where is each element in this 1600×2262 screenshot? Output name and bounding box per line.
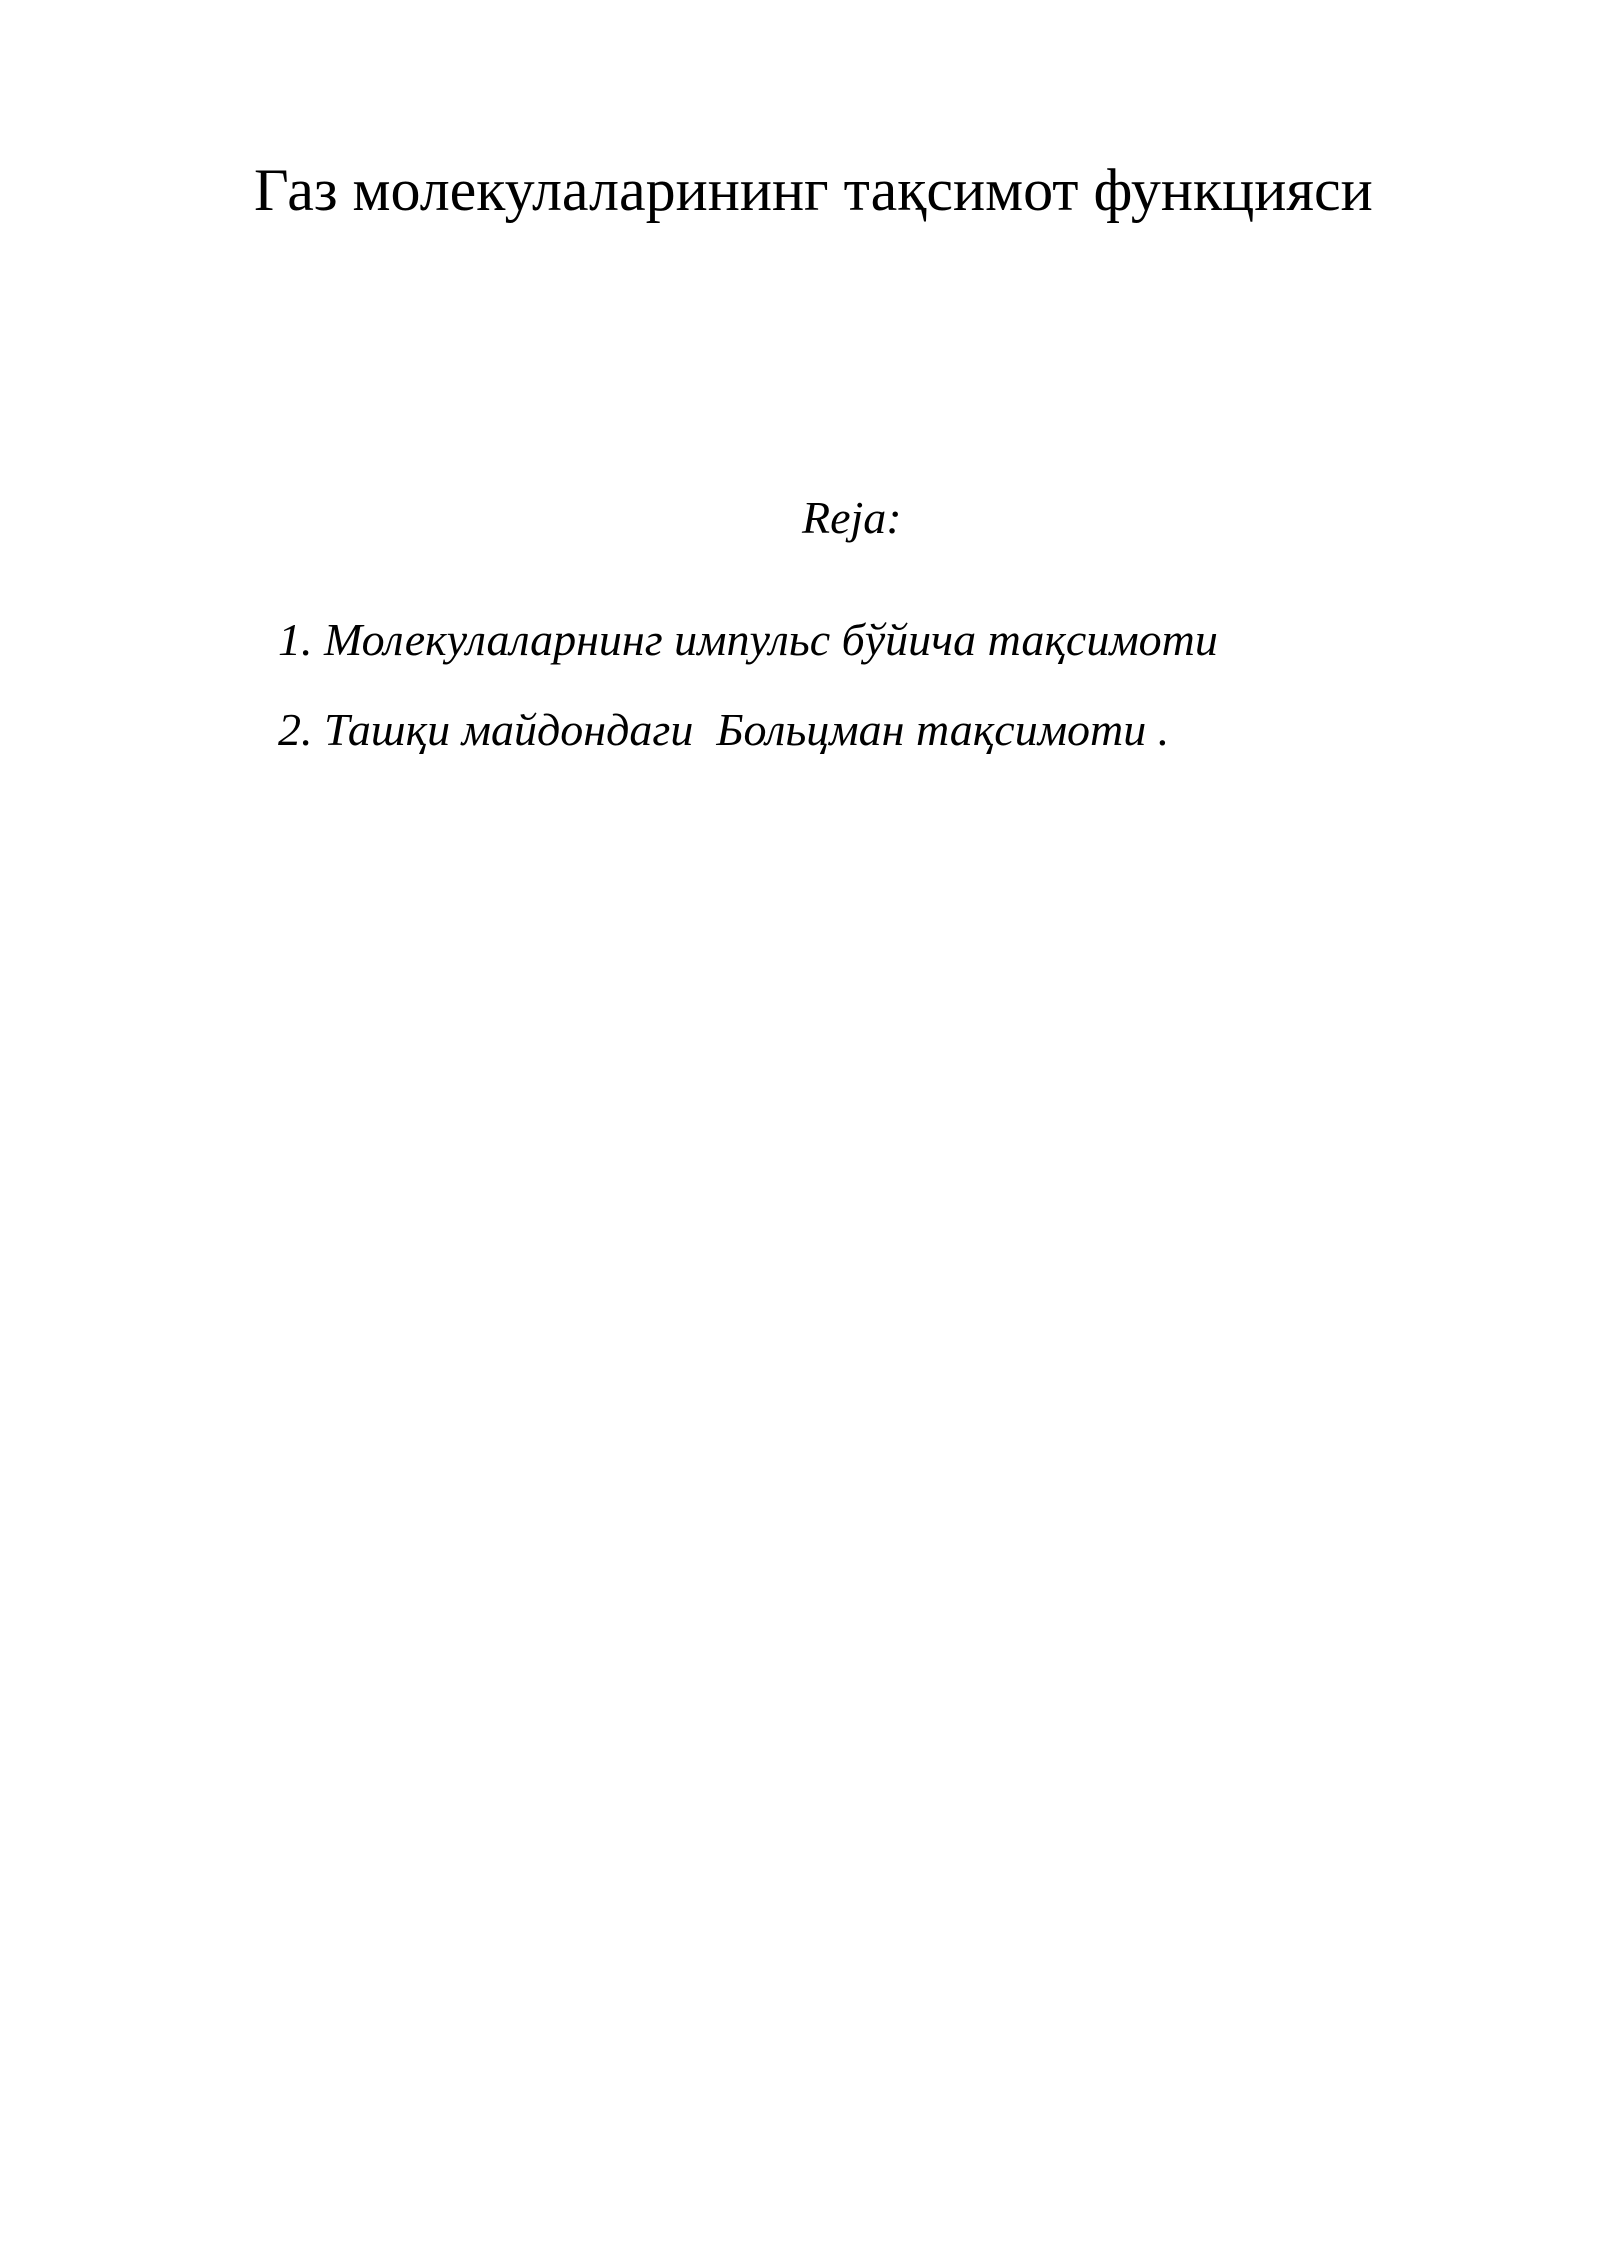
plan-item-2: 2. Ташқи майдондаги Больцман тақсимоти . bbox=[278, 704, 1170, 755]
plan-list bbox=[278, 610, 1218, 790]
plan-item-1: 1. Молекулаларнинг импульс бўйича тақсимоти bbox=[278, 614, 1218, 665]
plan-heading: Reja: bbox=[802, 492, 902, 543]
document-title: Газ молекулаларининг тақсимот функцияси bbox=[254, 157, 1373, 223]
